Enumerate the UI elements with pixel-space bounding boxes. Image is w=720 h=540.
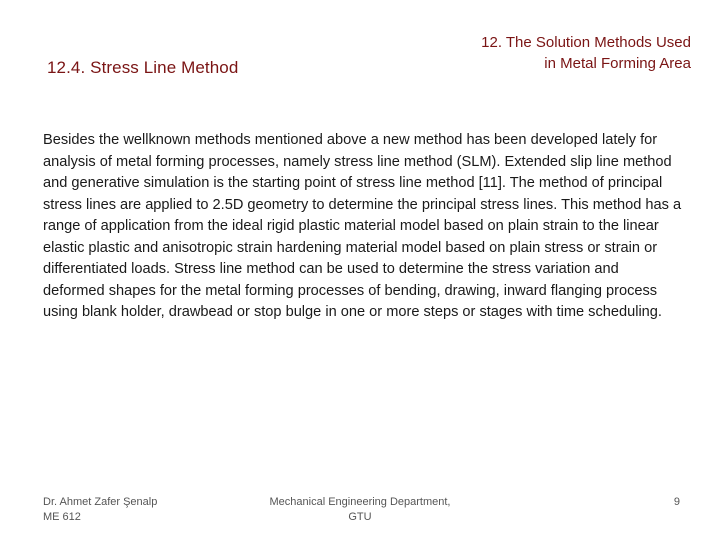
footer-author: Dr. Ahmet Zafer Şenalp (43, 496, 158, 508)
page-number: 9 (673, 496, 680, 508)
footer-course: ME 612 (43, 511, 81, 523)
body-paragraph: Besides the wellknown methods mentioned above a new method has been developed lately for analysis of metal forming processes, namely stress line method (SLM). Extended slip line method and generative simulation is the starting point of stress line method [11]. The method of principal stress lines are applied to 2.5D geometry to determine the principal stress lines. This method has a range of application from the ideal rigid plastic material model based on plain strain to the linear elastic plastic and anisotropic strain hardening material model based on plain stress or strain or differentiated loads. Stress line method can be used to determine the stress variation and deformed shapes for the metal forming processes of bending, drawing, inward flanging process using blank holder, drawbead or stop bulge in one or more steps or stages with time scheduling. (43, 132, 682, 320)
footer-department-line-1: Mechanical Engineering Department, (269, 496, 451, 508)
footer-author-block (43, 495, 157, 525)
chapter-title (371, 32, 691, 74)
footer-department-line-2: GTU (348, 511, 372, 523)
chapter-title-line-1: 12. The Solution Methods Used (481, 34, 691, 51)
section-title: 12.4. Stress Line Method (47, 58, 239, 77)
chapter-title-line-2: in Metal Forming Area (544, 55, 691, 72)
footer-department-block (255, 495, 465, 525)
